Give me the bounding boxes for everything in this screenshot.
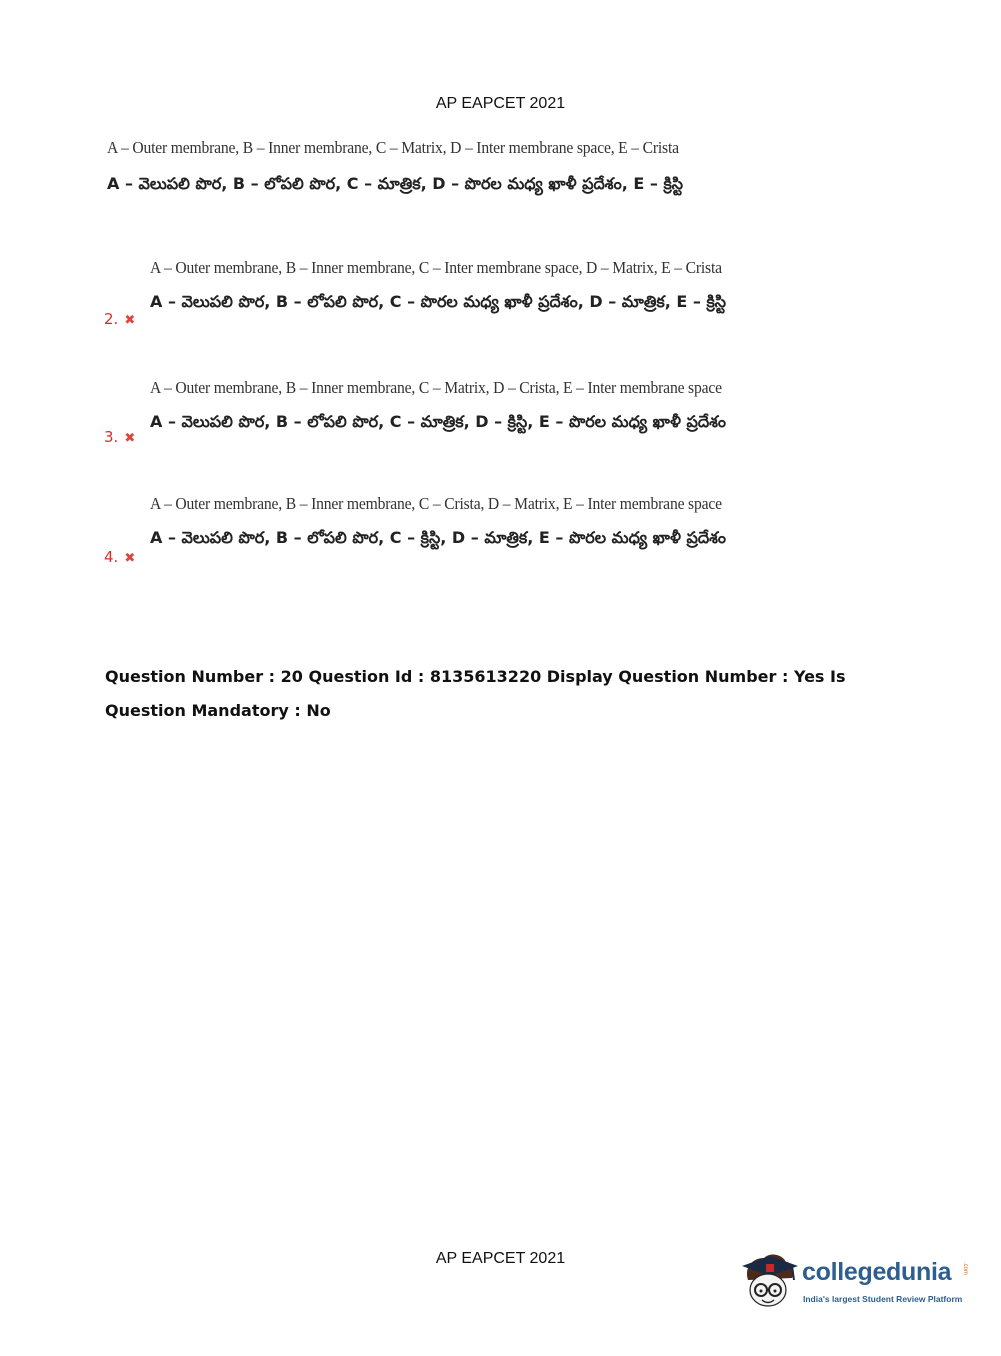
- option-3-number: [104, 428, 135, 446]
- question-meta: Question Number : 20 Question Id : 8135613220 Display Question Number : Yes Is Question Mandatory : No: [105, 667, 846, 720]
- option-3-number-label: 3.: [104, 428, 119, 446]
- wrong-mark-icon: ✖: [124, 431, 136, 446]
- wrong-mark-icon: ✖: [124, 313, 136, 328]
- option-2-telugu: A – వెలుపలి పొర, B – లోపలి పొర, C – పొరల మధ్య ఖాళీ ప్రదేశం, D – మాత్రిక, E – క్రిస్టి: [150, 292, 727, 311]
- option-4-number-label: 4.: [104, 548, 119, 566]
- logo-brand-suffix: .com: [962, 1262, 968, 1276]
- option-4-english: A – Outer membrane, B – Inner membrane, C – Crista, D – Matrix, E – Inter membrane space: [150, 494, 722, 513]
- option-3-english: A – Outer membrane, B – Inner membrane, C – Matrix, D – Crista, E – Inter membrane space: [150, 378, 722, 397]
- option-4-telugu: A – వెలుపలి పొర, B – లోపలి పొర, C – క్రిస్టి, D – మాత్రిక, E – పొరల మధ్య ఖాళీ ప్రదేశం: [150, 528, 727, 547]
- option-1-english: A – Outer membrane, B – Inner membrane, C – Matrix, D – Inter membrane space, E – Crista: [107, 138, 679, 157]
- logo-brand-name: collegedunia: [802, 1258, 952, 1286]
- page-footer-title: AP EAPCET 2021: [435, 1250, 566, 1267]
- option-3-telugu: A – వెలుపలి పొర, B – లోపలి పొర, C – మాత్రిక, D – క్రిస్టి, E – పొరల మధ్య ఖాళీ ప్రదేశం: [150, 412, 727, 431]
- option-1-telugu: A – వెలుపలి పొర, B – లోపలి పొర, C – మాత్రిక, D – పొరల మధ్య ఖాళీ ప్రదేశం, E – క్రిస్టి: [107, 174, 684, 193]
- option-4-number: [104, 548, 135, 566]
- option-2-number-label: 2.: [104, 310, 119, 328]
- page-header-title: AP EAPCET 2021: [435, 95, 566, 112]
- wrong-mark-icon: ✖: [124, 551, 136, 566]
- collegedunia-logo: [740, 1250, 970, 1314]
- option-2-english: A – Outer membrane, B – Inner membrane, C – Inter membrane space, D – Matrix, E – Crista: [150, 258, 722, 277]
- mascot-icon: [740, 1250, 800, 1314]
- option-2-number: [104, 310, 135, 328]
- logo-tagline: India's largest Student Review Platform: [803, 1294, 963, 1304]
